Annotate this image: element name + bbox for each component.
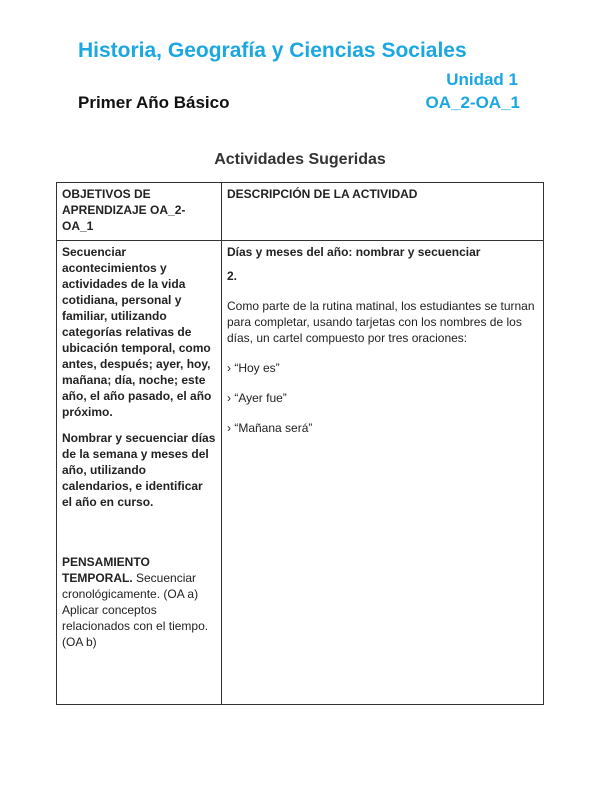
- table-header-row: [57, 183, 544, 241]
- activity-bullet-2: › “Ayer fue”: [227, 391, 287, 405]
- unit-label: Unidad 1: [446, 70, 518, 89]
- activities-table: [56, 182, 544, 705]
- section-title: Actividades Sugeridas: [214, 151, 386, 168]
- objective-code: OA_2-OA_1: [425, 93, 520, 112]
- description-cell: [222, 241, 544, 705]
- activity-bullet-1: › “Hoy es”: [227, 361, 280, 375]
- objectives-cell: [57, 241, 222, 705]
- activity-bullet-3: › “Mañana será”: [227, 421, 313, 435]
- table-row: [57, 241, 544, 705]
- objective-oa1: Nombrar y secuenciar días de la semana y meses del año, utilizando calendarios, e identificar el año en curso.: [62, 431, 216, 509]
- objectives-column-header: OBJETIVOS DE APRENDIZAJE OA_2-OA_1: [57, 183, 222, 241]
- page-title: Historia, Geografía y Ciencias Sociales: [78, 39, 467, 62]
- skill-paragraph: [62, 554, 216, 650]
- description-column-header: DESCRIPCIÓN DE LA ACTIVIDAD: [222, 183, 544, 241]
- activity-number: 2.: [227, 269, 238, 283]
- objective-oa2: Secuenciar acontecimientos y actividades de la vida cotidiana, personal y familiar, utilizando categorías relativas de ubicación temporal, como antes, después; ayer, hoy, mañana; día, noche; este año, el año pasado, el año próximo.: [62, 245, 212, 419]
- grade-label: Primer Año Básico: [78, 93, 230, 112]
- activity-title: Días y meses del año: nombrar y secuenciar: [227, 245, 481, 259]
- skill-label: PENSAMIENTO TEMPORAL.: [62, 555, 150, 585]
- skill-text: Secuenciar cronológicamente. (OA a) Aplicar conceptos relacionados con el tiempo. (OA b): [62, 571, 209, 649]
- activity-text: Como parte de la rutina matinal, los estudiantes se turnan para completar, usando tarjetas con los nombres de los días, un cartel compuesto por tres oraciones:: [227, 299, 535, 345]
